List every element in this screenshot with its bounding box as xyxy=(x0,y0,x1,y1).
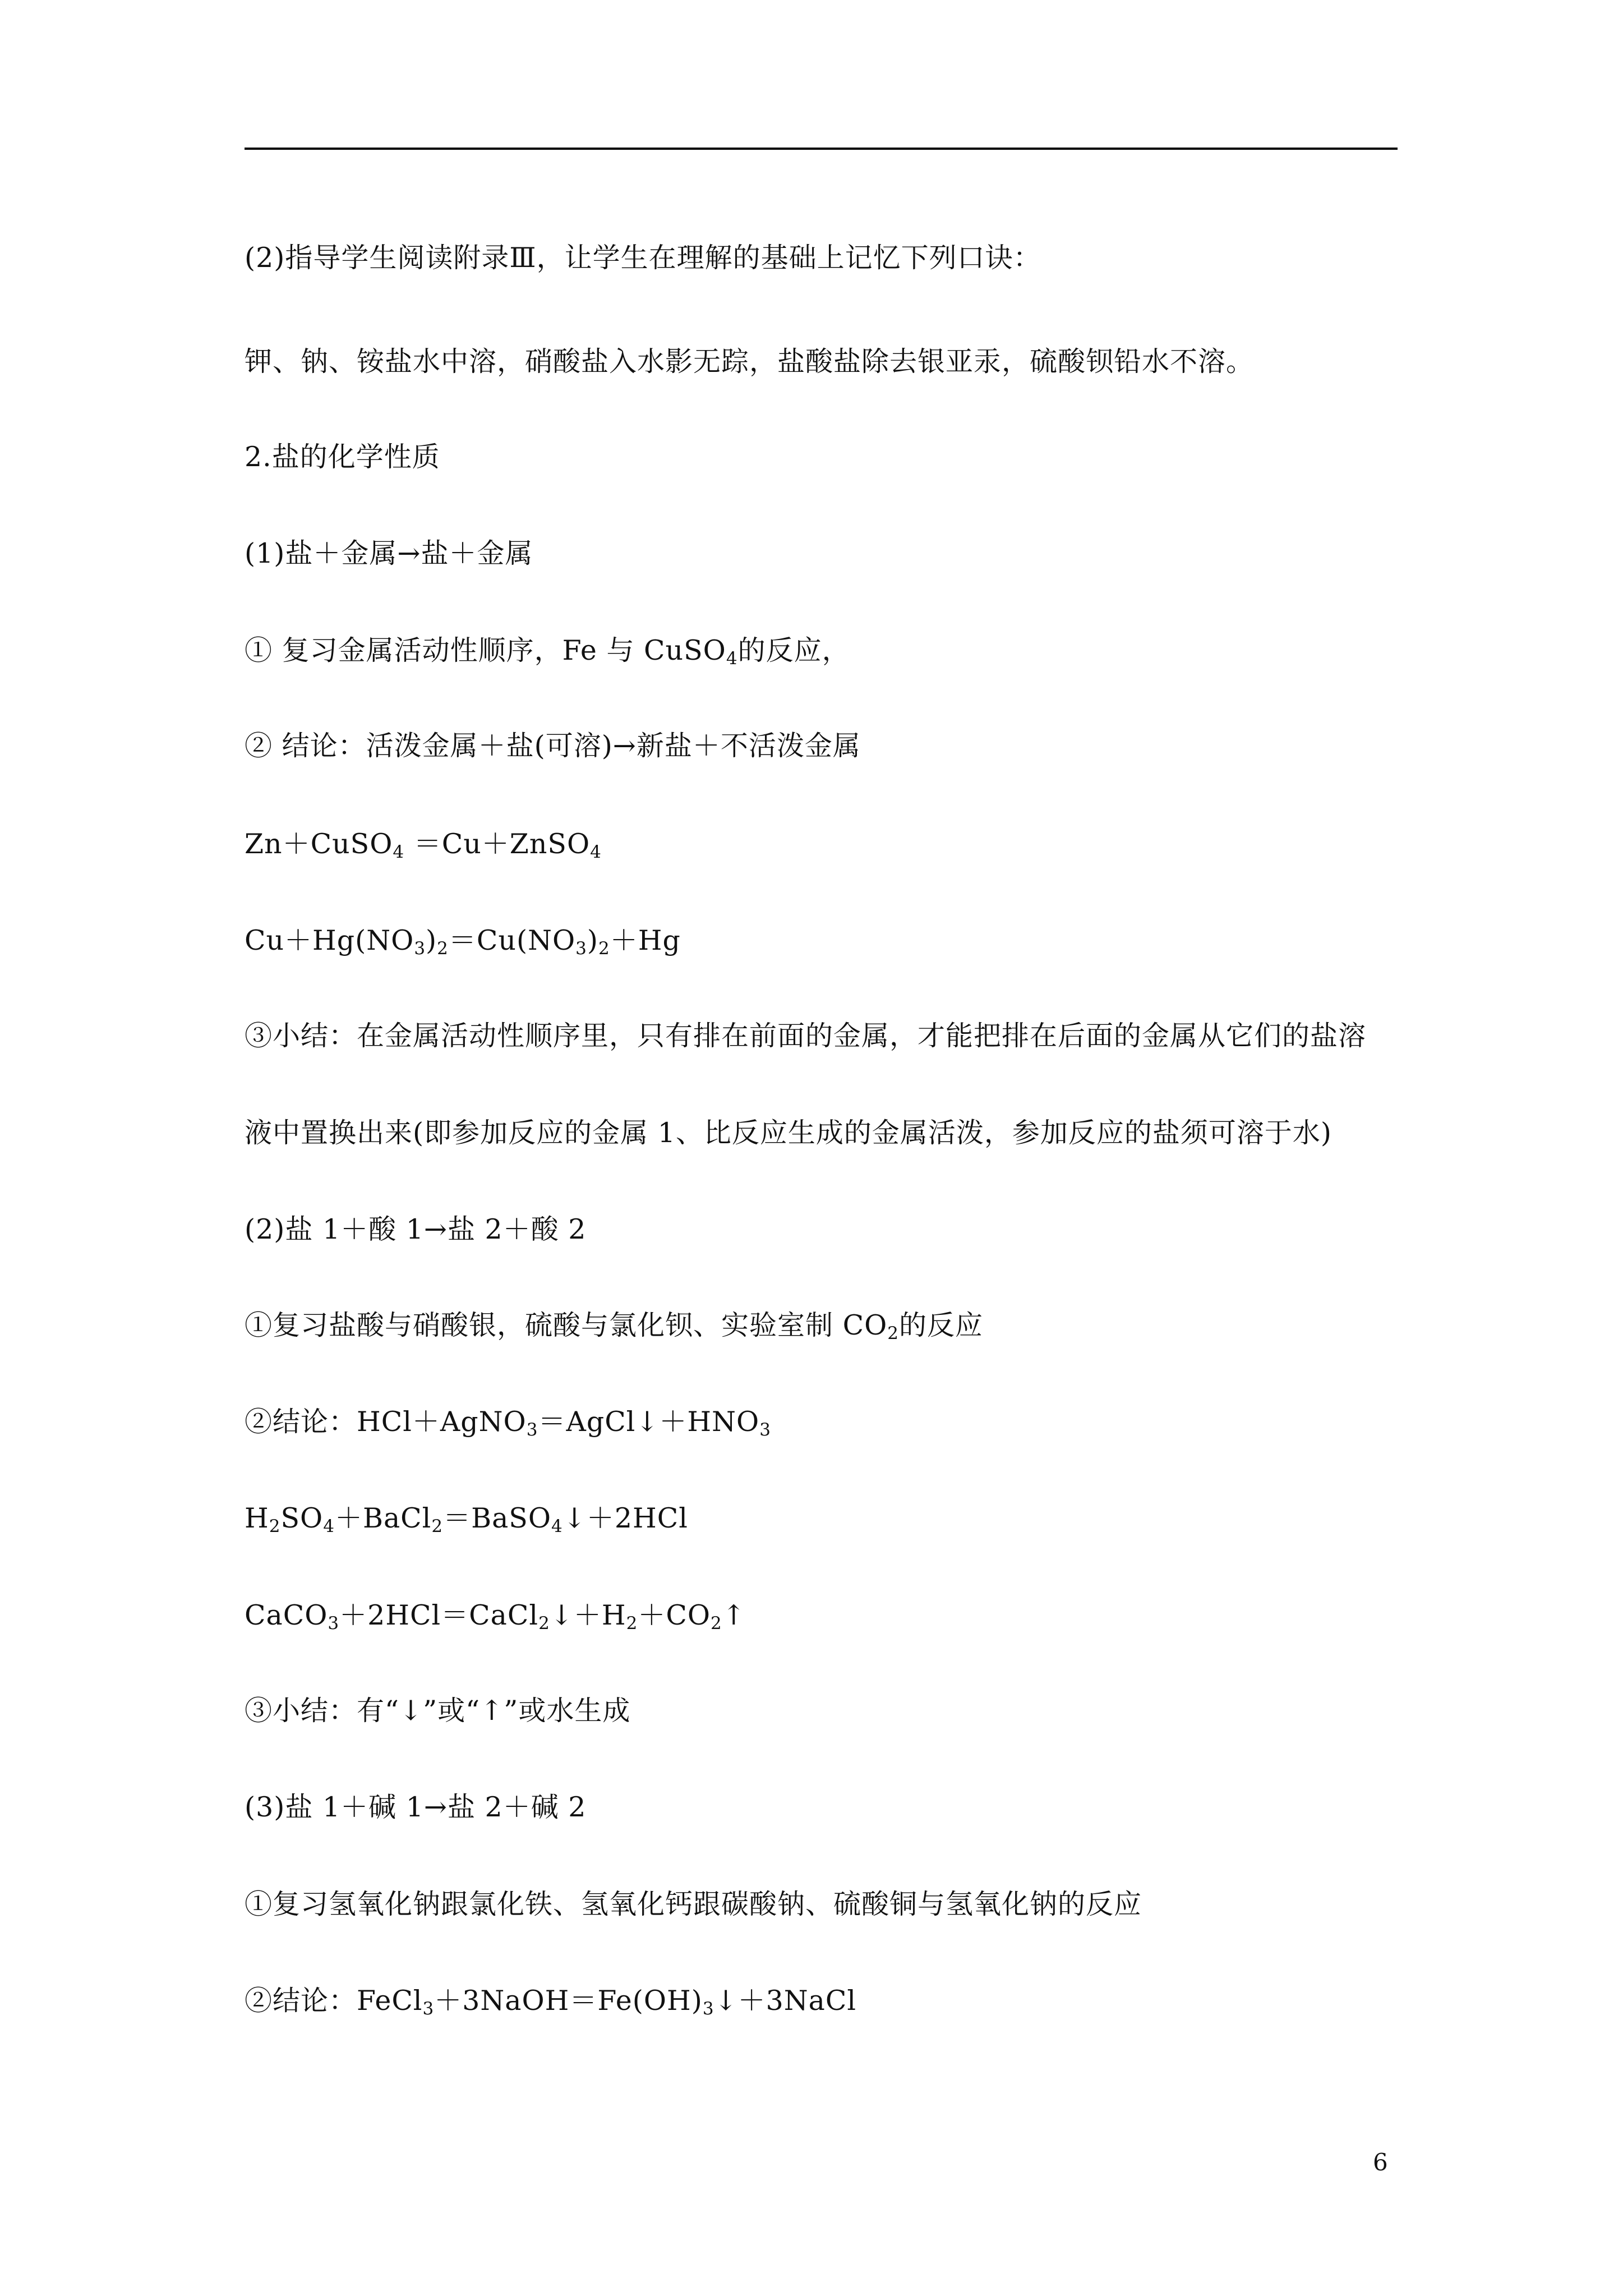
page-number: 6 xyxy=(1373,2148,1388,2176)
text-line: (2)指导学生阅读附录Ⅲ，让学生在理解的基础上记忆下列口诀： xyxy=(245,242,1041,274)
subsection-heading: (2)盐 1＋酸 1→盐 2＋酸 2 xyxy=(245,1213,587,1245)
section-heading: 2.盐的化学性质 xyxy=(245,441,440,473)
equation: $Cu+Hg(NO_3)_2=Cu(NO_3)_2+Hg$ xyxy=(245,924,681,959)
text-line: ② 结论：活泼金属＋盐(可溶)→新盐＋不活泼金属 xyxy=(245,730,861,762)
text-line: ① 复习金属活动性顺序，Fe 与 CuSO$_4$的反应， xyxy=(245,634,850,669)
subsection-heading: (3)盐 1＋碱 1→盐 2＋碱 2 xyxy=(245,1791,587,1823)
text-line: ③小结：有“↓”或“↑”或水生成 xyxy=(245,1695,631,1727)
equation: $H_2SO_4+BaCl_2=BaSO_4↓+2HCl$ xyxy=(245,1502,688,1536)
equation: $CaCO_3+2HCl=CaCl_2↓+H_2+CO_2↑$ xyxy=(245,1599,746,1634)
equation: Zn＋CuSO$_4$ ＝Cu＋ZnSO$_4$ xyxy=(245,828,602,862)
text-line: ①复习盐酸与硝酸银，硫酸与氯化钡、实验室制 $CO_2$的反应 xyxy=(245,1309,983,1343)
equation: ②结论：$FeCl_3+3NaOH=Fe(OH)_3↓+3NaCl$ xyxy=(245,1985,857,2019)
header-rule xyxy=(245,148,1398,150)
text-line: ③小结：在金属活动性顺序里，只有排在前面的金属，才能把排在后面的金属从它们的盐溶 xyxy=(245,1020,1367,1052)
equation: ②结论：$HCl+AgNO_3=AgCl↓+HNO_3$ xyxy=(245,1406,771,1440)
subsection-heading: (1)盐＋金属→盐＋金属 xyxy=(245,537,533,569)
text-line: 液中置换出来(即参加反应的金属 1、比反应生成的金属活泼，参加反应的盐须可溶于水) xyxy=(245,1117,1332,1149)
text-line: ①复习氢氧化钠跟氯化铁、氢氧化钙跟碳酸钠、硫酸铜与氢氧化钠的反应 xyxy=(245,1888,1142,1920)
text-line: 钾、钠、铵盐水中溶，硝酸盐入水影无踪，盐酸盐除去银亚汞，硫酸钡铅水不溶。 xyxy=(245,346,1255,378)
